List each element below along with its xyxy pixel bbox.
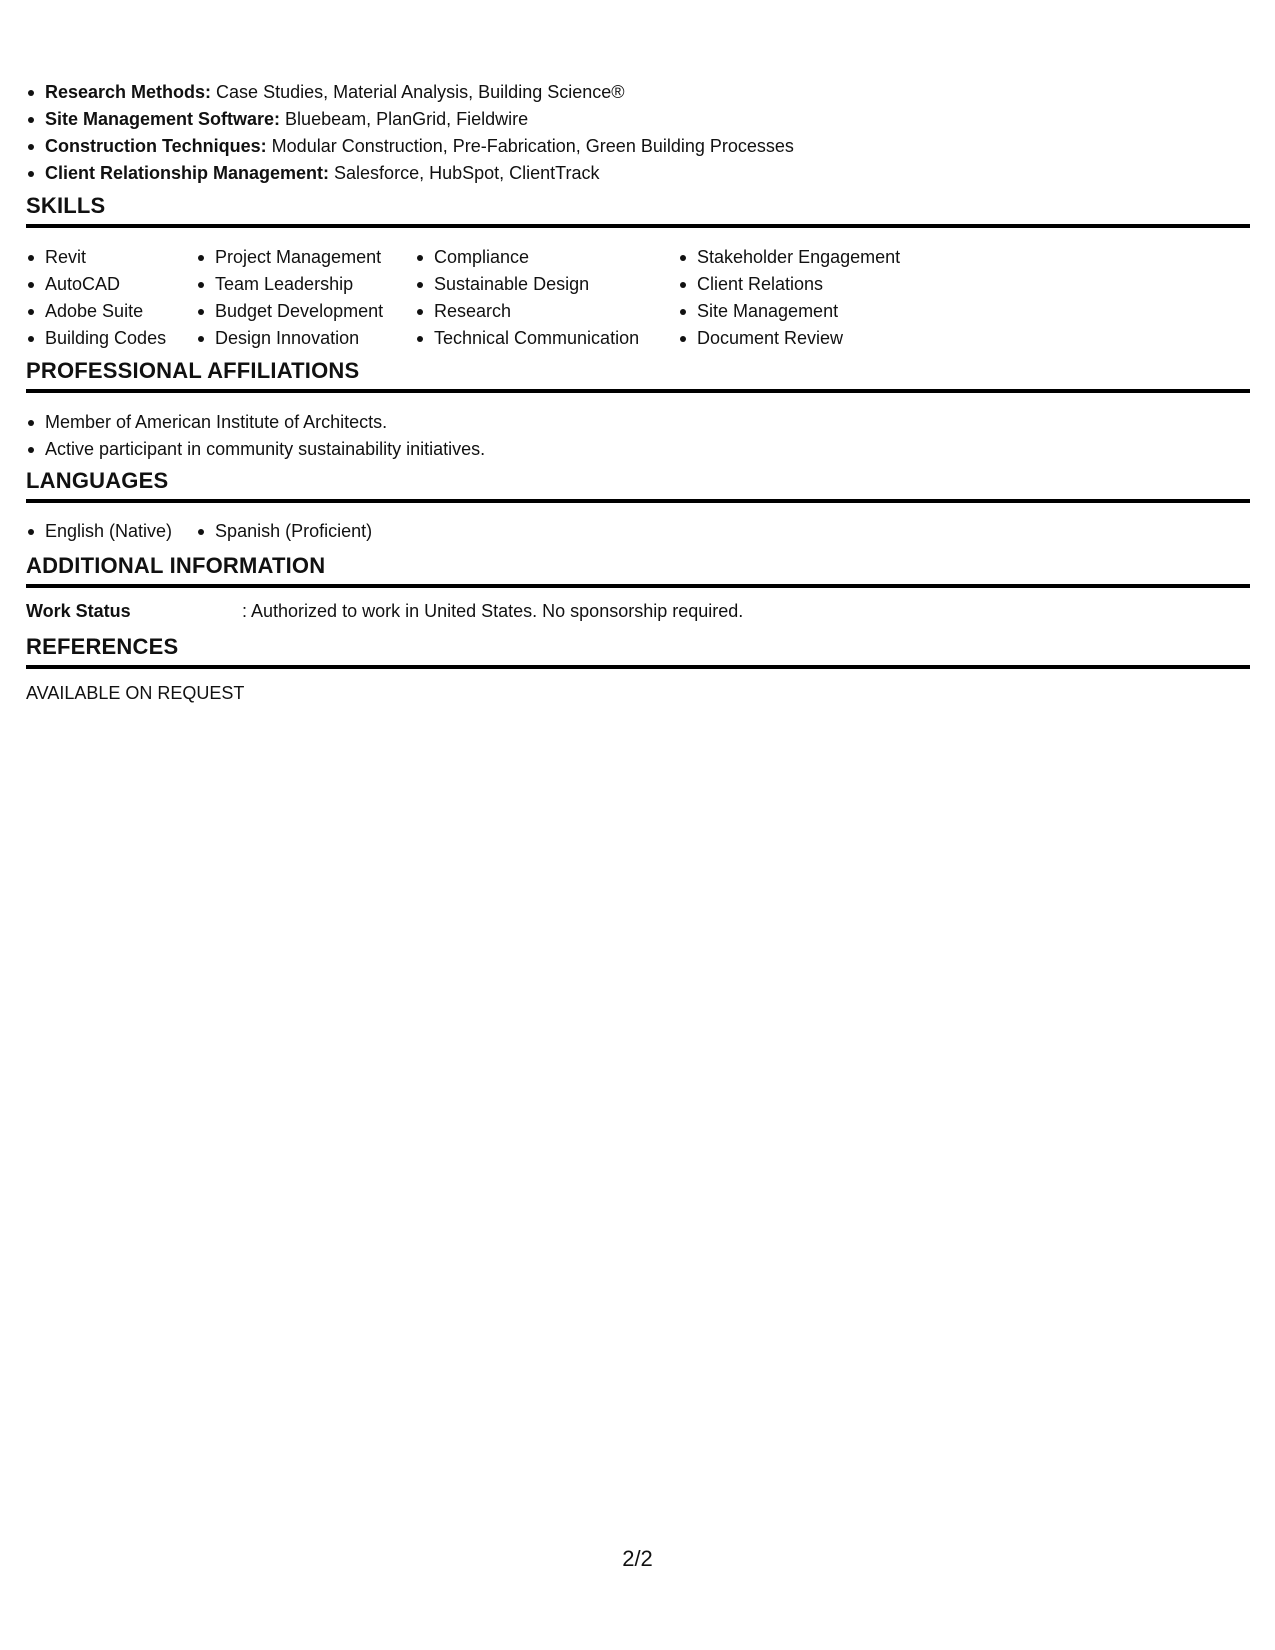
tools-item-construction-techniques: Construction Techniques: Modular Construction, Pre-Fabrication, Green Building Processes — [26, 133, 794, 160]
skill-item: Building Codes — [26, 325, 196, 352]
affiliations-list — [26, 409, 485, 463]
skill-item: Project Management — [196, 244, 415, 271]
skills-column-3 — [415, 244, 678, 352]
tools-item-site-management-software: Site Management Software: Bluebeam, PlanGrid, Fieldwire — [26, 106, 794, 133]
work-status-value: : Authorized to work in United States. No sponsorship required. — [242, 601, 744, 621]
skill-item: Client Relations — [678, 271, 938, 298]
tools-item-research-methods: Research Methods: Case Studies, Material Analysis, Building Science® — [26, 79, 794, 106]
page-number: 2/2 — [622, 1546, 653, 1571]
references-heading: REFERENCES — [26, 633, 1250, 669]
affiliation-item: Active participant in community sustainability initiatives. — [26, 436, 485, 463]
work-status-row — [26, 598, 743, 625]
skill-item: Team Leadership — [196, 271, 415, 298]
skills-column-1 — [26, 244, 196, 352]
tools-item-crm: Client Relationship Management: Salesforce, HubSpot, ClientTrack — [26, 160, 794, 187]
skills-heading: SKILLS — [26, 192, 1250, 228]
skills-column-2 — [196, 244, 415, 352]
skill-item: Technical Communication — [415, 325, 678, 352]
skill-item: Adobe Suite — [26, 298, 196, 325]
skill-item: Document Review — [678, 325, 938, 352]
skill-item: Stakeholder Engagement — [678, 244, 938, 271]
skill-item: Revit — [26, 244, 196, 271]
skill-item: Research — [415, 298, 678, 325]
language-item: English (Native) — [26, 518, 172, 545]
skill-item: Budget Development — [196, 298, 415, 325]
tools-list — [26, 79, 794, 187]
language-item: Spanish (Proficient) — [196, 518, 372, 545]
additional-info-heading: ADDITIONAL INFORMATION — [26, 552, 1250, 588]
skills-column-4 — [678, 244, 938, 352]
work-status-label: Work Status — [26, 601, 131, 621]
skills-grid — [26, 244, 938, 352]
languages-list — [26, 518, 396, 545]
languages-heading: LANGUAGES — [26, 467, 1250, 503]
references-text: AVAILABLE ON REQUEST — [26, 683, 245, 703]
skill-item: Site Management — [678, 298, 938, 325]
skill-item: Sustainable Design — [415, 271, 678, 298]
affiliations-heading: PROFESSIONAL AFFILIATIONS — [26, 357, 1250, 393]
affiliation-item: Member of American Institute of Architects. — [26, 409, 485, 436]
skill-item: Design Innovation — [196, 325, 415, 352]
skill-item: Compliance — [415, 244, 678, 271]
skill-item: AutoCAD — [26, 271, 196, 298]
